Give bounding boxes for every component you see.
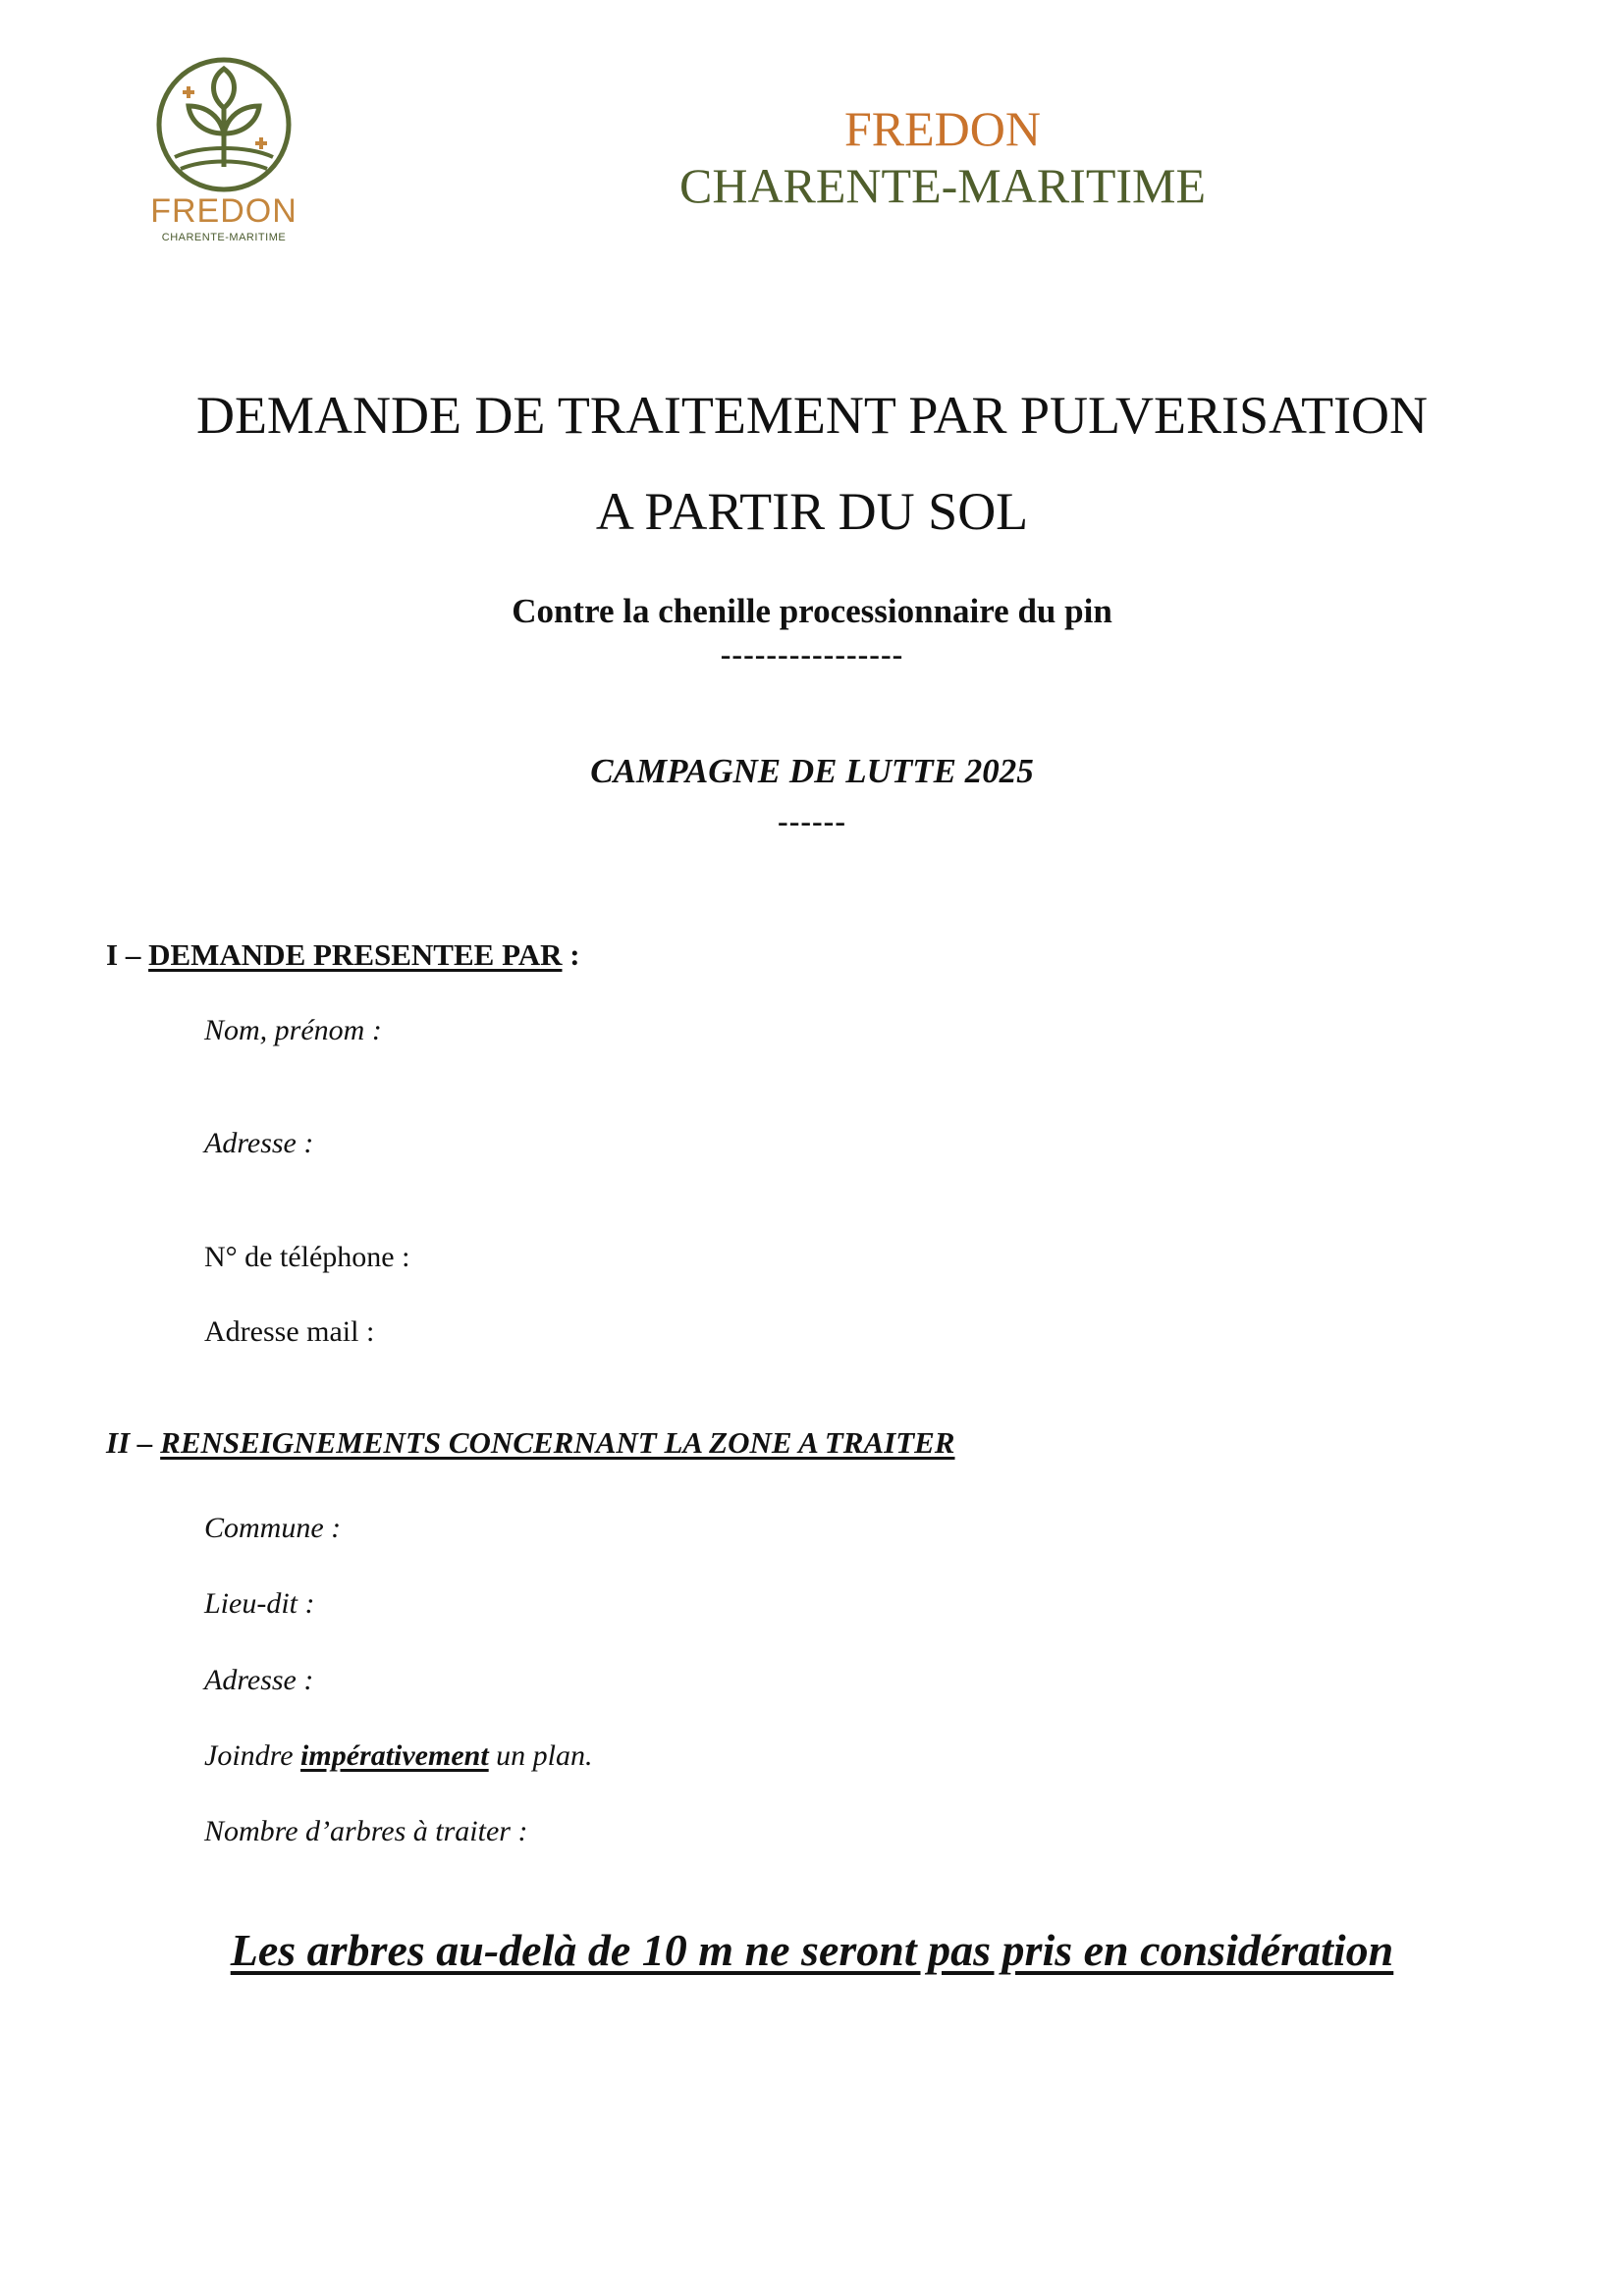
campaign-label: CAMPAGNE DE LUTTE 2025 (590, 752, 1034, 790)
section1-suffix: : (562, 937, 580, 972)
section2-prefix: II – (106, 1425, 161, 1460)
field-zone-address-label: Adresse : (204, 1664, 314, 1696)
field-phone-label: N° de téléphone : (204, 1241, 410, 1273)
header-org-line2: CHARENTE-MARITIME (678, 158, 1207, 213)
plan-text-emphasis: impérativement (300, 1739, 489, 1772)
header-org-line1: FREDON (843, 101, 1042, 156)
height-limit-notice: Les arbres au-delà de 10 m ne seront pas pris en considération (230, 1925, 1394, 1975)
section1-prefix: I – (106, 937, 149, 972)
section2-title: RENSEIGNEMENTS CONCERNANT LA ZONE A TRAITER (160, 1425, 955, 1460)
field-email-label: Adresse mail : (204, 1315, 375, 1348)
field-address-label: Adresse : (204, 1127, 314, 1159)
field-tree-count-label: Nombre d’arbres à traiter : (204, 1815, 528, 1847)
field-lieu-dit-label: Lieu-dit : (204, 1587, 315, 1620)
document-title-line1: DEMANDE DE TRAITEMENT PAR PULVERISATION (195, 386, 1429, 445)
plan-text-after: un plan. (488, 1739, 593, 1772)
separator-dashes-2: ------ (778, 803, 846, 838)
logo-region-text: CHARENTE-MARITIME (161, 232, 287, 243)
section1-heading (106, 937, 580, 973)
document-title-line2: A PARTIR DU SOL (595, 482, 1029, 541)
field-plan-instruction (204, 1739, 593, 1773)
logo-brand-text: FREDON (150, 192, 298, 230)
separator-dashes-1: ---------------- (720, 636, 904, 671)
document-subtitle: Contre la chenille processionnaire du pin (512, 592, 1112, 630)
field-commune-label: Commune : (204, 1512, 342, 1544)
field-name-label: Nom, prénom : (204, 1014, 382, 1046)
section1-title: DEMANDE PRESENTEE PAR (148, 937, 563, 972)
section2-heading (106, 1425, 955, 1461)
plan-text-before: Joindre (204, 1739, 301, 1772)
